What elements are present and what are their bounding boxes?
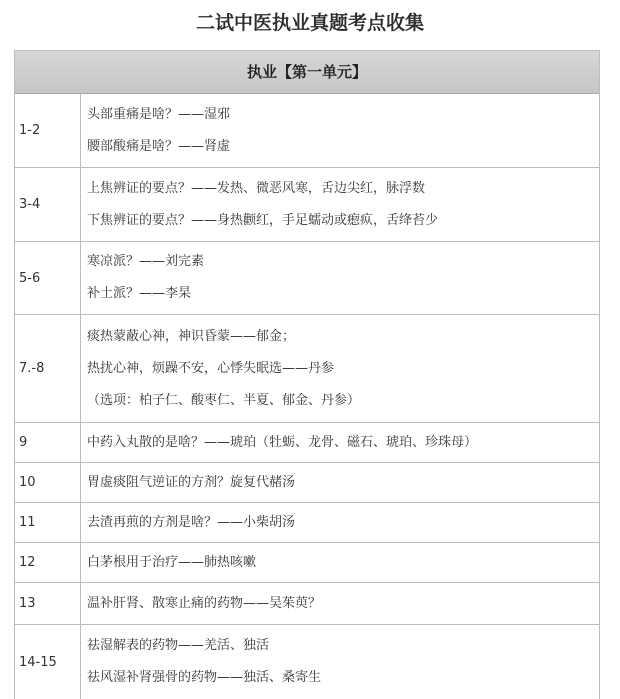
table-row: [15, 423, 599, 463]
table-header: 执业【第一单元】: [15, 51, 599, 94]
question-number: 13: [15, 583, 81, 624]
answer-line: 胃虚痰阻气逆证的方剂？旋复代赭汤: [87, 474, 296, 490]
question-number: 11: [15, 503, 81, 542]
table-row: [15, 543, 599, 583]
answer-cell: [81, 583, 599, 624]
question-number: 9: [15, 423, 81, 462]
question-number: 3-4: [15, 168, 81, 241]
answer-line: 上焦辨证的要点？——发热、微恶风寒，舌边尖红，脉浮数: [87, 180, 426, 196]
answer-cell: [81, 423, 599, 462]
answer-cell: [81, 168, 599, 241]
table-row: [15, 625, 599, 699]
table-row: [15, 583, 599, 625]
answer-line: 腰部酸痛是啥？——肾虚: [87, 138, 231, 154]
answer-line: 去渣再煎的方剂是啥？——小柴胡汤: [87, 514, 296, 530]
answer-cell: [81, 503, 599, 542]
answer-line: 祛风湿补肾强骨的药物——独活、桑寄生: [87, 670, 322, 685]
table-row: [15, 503, 599, 543]
answer-line: 热扰心神，烦躁不安，心悸失眠选——丹参: [87, 360, 335, 376]
question-number: 12: [15, 543, 81, 582]
answer-line: 下焦辨证的要点？——身热颧红，手足蠕动或瘛疭，舌绛苔少: [87, 212, 439, 228]
answer-cell: [81, 625, 599, 699]
question-number: 5-6: [15, 242, 81, 314]
answer-line: 痰热蒙蔽心神，神识昏蒙——郁金；: [87, 328, 296, 344]
answer-line: 寒凉派？——刘完素: [87, 254, 205, 269]
question-number: 7.-8: [15, 315, 81, 422]
answer-line: 白茅根用于治疗——肺热咳嗽: [87, 554, 257, 570]
table-row: [15, 315, 599, 423]
table-row: [15, 94, 599, 168]
question-number: 10: [15, 463, 81, 502]
answer-cell: [81, 242, 599, 314]
question-number: 1-2: [15, 94, 81, 167]
answer-line: 头部重痛是啥？——湿邪: [87, 106, 231, 122]
answer-cell: [81, 94, 599, 167]
answer-line: 补土派？——李杲: [87, 286, 192, 301]
answer-line: （选项：柏子仁、酸枣仁、半夏、郁金、丹参）: [87, 392, 361, 408]
table-row: [15, 463, 599, 503]
table-row: [15, 242, 599, 315]
answer-cell: [81, 463, 599, 502]
page-title: 二试中医执业真题考点收集: [195, 12, 424, 34]
answer-line: 中药入丸散的是啥？——琥珀（牡蛎、龙骨、磁石、琥珀、珍珠母）: [87, 434, 478, 450]
question-number: 14-15: [15, 625, 81, 699]
exam-points-table: [14, 50, 600, 699]
answer-line: 祛湿解表的药物——羌活、独活: [87, 638, 270, 653]
table-row: [15, 168, 599, 242]
answer-line: 温补肝肾、散寒止痛的药物——吴茱萸？: [87, 595, 322, 611]
answer-cell: [81, 543, 599, 582]
answer-cell: [81, 315, 599, 422]
